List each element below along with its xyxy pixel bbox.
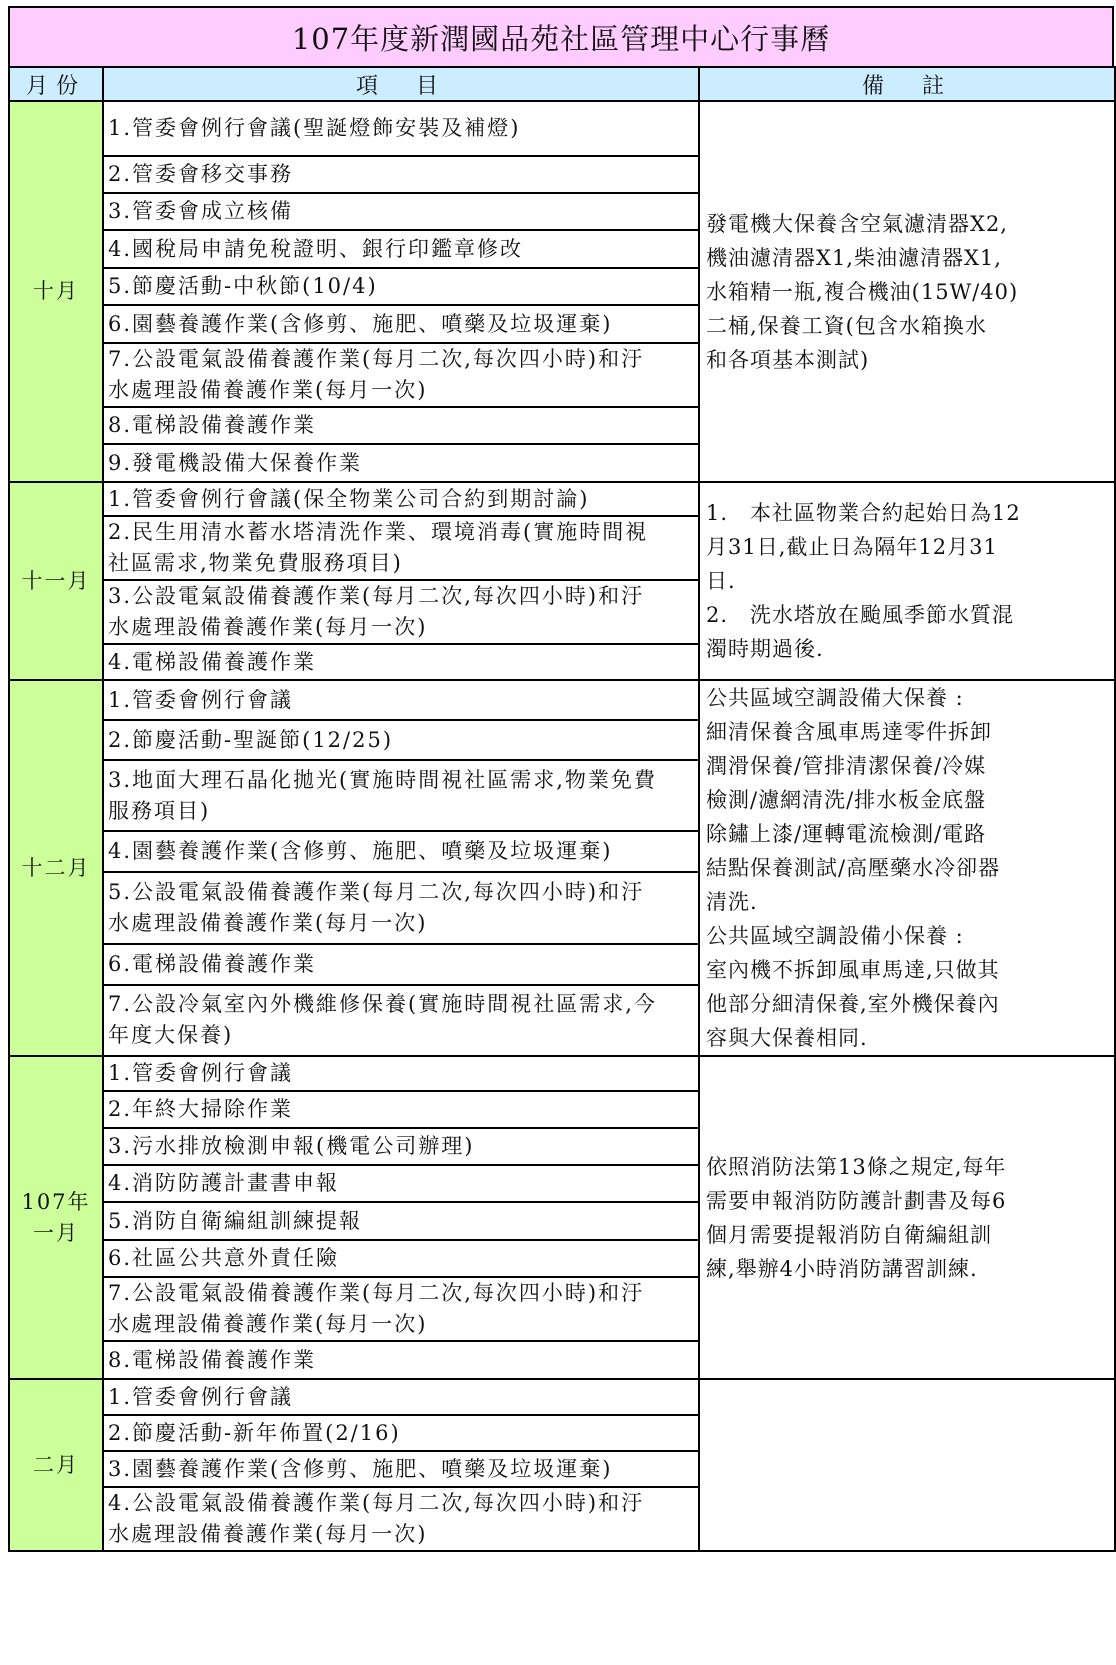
note-text: 需要申報消防防護計劃書及每6 [706,1188,1007,1213]
item-cell [103,872,699,943]
note-text: 月31日,截止日為隔年12月31 [706,535,998,559]
item-cell [103,193,699,230]
item-text: 6.電梯設備養護作業 [108,951,317,976]
item-text: 3.公設電氣設備養護作業(每月二次,每次四小時)和汙 [108,584,645,608]
note-cell [699,680,1115,1056]
schedule-row [9,680,1115,720]
note-cell [699,1056,1115,1379]
item-text: 1.管委會例行會議 [108,1384,294,1409]
month-label: 二月 [33,1452,79,1477]
item-cell [103,1341,699,1379]
item-text: 服務項目) [108,798,211,823]
item-cell [103,1165,699,1202]
month-label: 十一月 [21,568,91,593]
note-cell [699,482,1115,680]
item-text: 3.園藝養護作業(含修剪、施肥、噴藥及垃圾運棄) [108,1456,613,1481]
month-label: 十二月 [21,855,91,880]
item-text: 4.消防防護計畫書申報 [108,1171,340,1195]
item-text: 8.電梯設備養護作業 [108,1347,317,1372]
note-text: 除鏽上漆/運轉電流檢測/電路 [706,822,987,846]
month-label: 十月 [33,279,79,303]
note-text: 公共區域空調設備大保養 : [706,686,964,710]
schedule-sheet [8,6,1116,1552]
schedule-body [9,101,1115,1551]
item-text: 6.社區公共意外責任險 [108,1246,340,1270]
schedule-row [9,101,1115,156]
item-text: 4.國稅局申請免稅證明、銀行印鑑章修改 [108,236,524,261]
item-cell [103,230,699,268]
note-text: 依照消防法第13條之規定,每年 [706,1154,1007,1179]
item-cell [103,482,699,516]
item-text: 年度大保養) [108,1023,234,1048]
note-text: 結點保養測試/高壓藥水冷卻器 [706,856,1001,880]
item-text: 3.污水排放檢測申報(機電公司辦理) [108,1134,475,1158]
note-text: 檢測/濾網清洗/排水板金底盤 [706,788,987,812]
item-text: 4.電梯設備養護作業 [108,649,317,674]
note-text: 潤滑保養/管排清潔保養/冷媒 [706,754,987,778]
item-cell [103,720,699,760]
item-text: 1.管委會例行會議(聖誕燈飾安裝及補燈) [108,116,521,140]
month-cell [9,1379,103,1551]
item-text: 1.管委會例行會議 [108,1061,294,1085]
month-cell [9,101,103,482]
item-text: 9.發電機設備大保養作業 [108,450,363,475]
item-cell [103,1379,699,1415]
item-text: 1.管委會例行會議 [108,687,294,712]
header-items: 項 目 [103,67,699,101]
item-cell [103,1277,699,1341]
item-text: 1.管委會例行會議(保全物業公司合約到期討論) [108,486,590,511]
item-cell [103,1202,699,1240]
item-cell [103,1240,699,1277]
schedule-row [9,1379,1115,1415]
header-notes: 備 註 [699,67,1115,101]
item-text: 水處理設備養護作業(每月一次) [108,615,428,639]
header-month: 月份 [9,67,103,101]
month-label: 一月 [33,1220,79,1245]
item-text: 2.節慶活動-聖誕節(12/25) [108,727,394,752]
item-cell [103,760,699,831]
note-text: 和各項基本測試) [706,347,870,372]
header-row [9,67,1115,101]
item-text: 2.民生用清水蓄水塔清洗作業、環境消毒(實施時間視 [108,520,649,544]
item-text: 2.節慶活動-新年佈置(2/16) [108,1420,401,1445]
item-cell [103,101,699,156]
item-cell [103,680,699,720]
item-text: 社區需求,物業免費服務項目) [108,551,403,575]
item-text: 5.公設電氣設備養護作業(每月二次,每次四小時)和汙 [108,880,645,905]
note-text: 細清保養含風車馬達零件拆卸 [706,720,992,744]
item-cell [103,831,699,872]
item-text: 7.公設電氣設備養護作業(每月二次,每次四小時)和汙 [108,1281,645,1305]
item-text: 2.年終大掃除作業 [108,1097,294,1121]
item-cell [103,580,699,644]
note-text: 練,舉辦4小時消防講習訓練. [706,1256,978,1281]
schedule-row [9,1056,1115,1091]
item-text: 3.管委會成立核備 [108,199,294,223]
item-cell [103,1487,699,1551]
item-cell [103,156,699,193]
item-cell [103,1091,699,1128]
note-text: 他部分細清保養,室外機保養內 [706,992,1000,1016]
note-text: 清洗. [706,890,758,914]
note-text: 水箱精一瓶,複合機油(15W/40) [706,279,1019,304]
note-text: 機油濾清器X1,柴油濾清器X1, [706,245,1002,270]
item-cell [103,1056,699,1091]
item-text: 4.園藝養護作業(含修剪、施肥、噴藥及垃圾運棄) [108,839,613,864]
item-text: 水處理設備養護作業(每月一次) [108,1522,428,1546]
note-text: 室內機不拆卸風車馬達,只做其 [706,958,1000,982]
item-cell [103,305,699,343]
item-cell [103,1128,699,1165]
note-text: 發電機大保養含空氣濾清器X2, [706,211,1008,236]
item-text: 水處理設備養護作業(每月一次) [108,911,428,936]
item-cell [103,516,699,580]
item-text: 7.公設電氣設備養護作業(每月二次,每次四小時)和汙 [108,347,645,371]
item-text: 5.消防自衛編組訓練提報 [108,1208,363,1233]
item-cell [103,985,699,1056]
month-cell [9,1056,103,1379]
item-text: 2.管委會移交事務 [108,162,294,186]
note-text: 2. 洗水塔放在颱風季節水質混 [706,603,1015,627]
month-cell [9,482,103,680]
item-text: 水處理設備養護作業(每月一次) [108,1312,428,1336]
month-label: 107年 [21,1189,91,1214]
note-text: 個月需要提報消防自衛編組訓 [706,1222,992,1247]
item-cell [103,944,699,985]
item-text: 6.園藝養護作業(含修剪、施肥、噴藥及垃圾運棄) [108,311,613,336]
item-text: 8.電梯設備養護作業 [108,413,317,437]
item-text: 5.節慶活動-中秋節(10/4) [108,274,378,298]
item-text: 水處理設備養護作業(每月一次) [108,378,428,402]
note-cell [699,101,1115,482]
page-title: 107年度新潤國品苑社區管理中心行事曆 [8,6,1114,66]
item-cell [103,268,699,305]
item-cell [103,1415,699,1451]
month-cell [9,680,103,1056]
note-text: 日. [706,569,736,593]
item-text: 4.公設電氣設備養護作業(每月二次,每次四小時)和汙 [108,1491,645,1515]
item-text: 7.公設冷氣室內外機維修保養(實施時間視社區需求,今 [108,992,657,1017]
item-cell [103,343,699,407]
item-cell [103,1451,699,1487]
item-cell [103,644,699,680]
item-cell [103,407,699,444]
note-text: 濁時期過後. [706,637,824,661]
schedule-table [8,66,1116,1552]
note-cell [699,1379,1115,1551]
item-text: 3.地面大理石晶化拋光(實施時間視社區需求,物業免費 [108,767,657,792]
schedule-row [9,482,1115,516]
note-text: 容與大保養相同. [706,1026,868,1050]
note-text: 二桶,保養工資(包含水箱換水 [706,313,987,338]
note-text: 1. 本社區物業合約起始日為12 [706,501,1021,525]
note-text: 公共區域空調設備小保養 : [706,924,964,948]
item-cell [103,444,699,482]
